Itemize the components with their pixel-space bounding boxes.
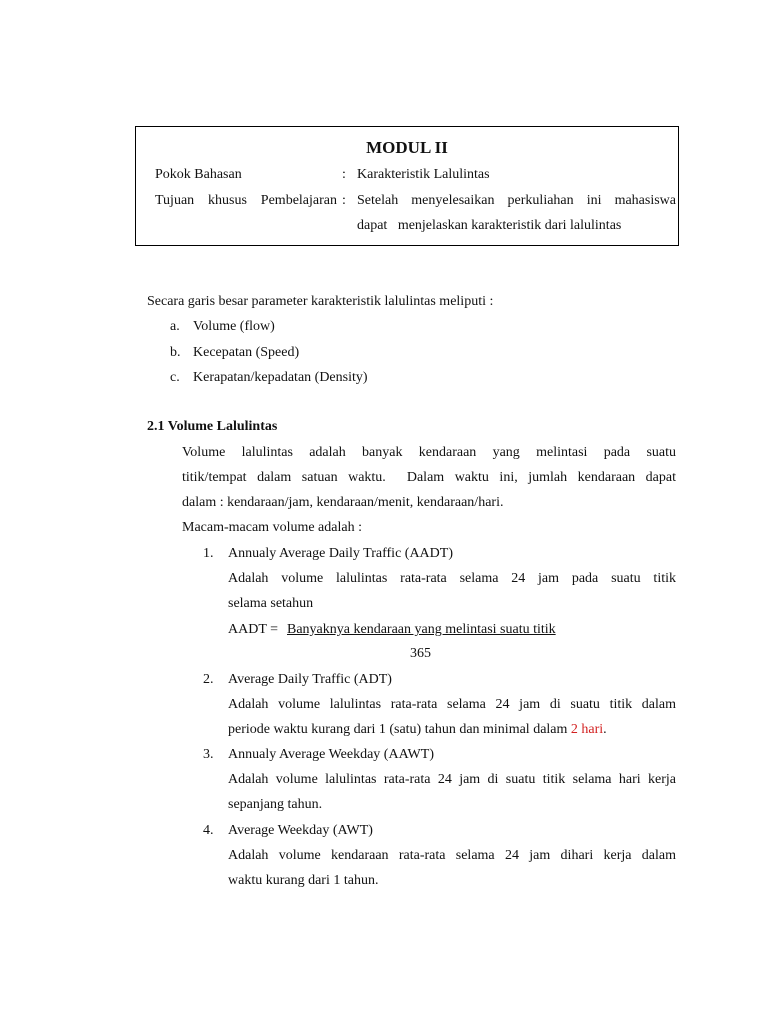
item-desc-line: Adalah volume lalulintas rata-rata selama 24 jam pada suatu titik bbox=[228, 571, 676, 586]
section-heading: 2.1 Volume Lalulintas bbox=[147, 419, 278, 434]
paragraph-line: Volume lalulintas adalah banyak kendaraan yang melintasi pada suatu bbox=[182, 445, 676, 460]
label-pokok-bahasan: Pokok Bahasan bbox=[155, 167, 242, 182]
paragraph-line: dalam : kendaraan/jam, kendaraan/menit, kendaraan/hari. bbox=[182, 495, 504, 510]
item-desc-line: waktu kurang dari 1 tahun. bbox=[228, 873, 379, 888]
list-marker: b. bbox=[170, 345, 181, 360]
label-tujuan: Tujuan khusus Pembelajaran bbox=[155, 193, 337, 208]
value-tujuan: Setelah menyelesaikan perkuliahan ini mahasiswa bbox=[357, 193, 676, 208]
item-number: 4. bbox=[203, 823, 214, 838]
item-number: 2. bbox=[203, 672, 214, 687]
value-tujuan-cont: dapat menjelaskan karakteristik dari lalulintas bbox=[357, 218, 622, 233]
item-desc-line: Adalah volume lalulintas rata-rata selama 24 jam di suatu titik dalam bbox=[228, 697, 676, 712]
highlight-text: 2 hari bbox=[570, 722, 604, 737]
list-item: Volume (flow) bbox=[193, 319, 275, 334]
item-number: 1. bbox=[203, 546, 214, 561]
item-title: Annualy Average Daily Traffic (AADT) bbox=[228, 546, 453, 561]
formula-lhs: AADT = bbox=[228, 622, 282, 637]
item-desc-line: selama setahun bbox=[228, 596, 314, 611]
macam-text: Macam-macam volume adalah : bbox=[182, 520, 362, 535]
paragraph-line: titik/tempat dalam satuan waktu. Dalam waktu ini, jumlah kendaraan dapat bbox=[182, 470, 676, 485]
item-number: 3. bbox=[203, 747, 214, 762]
item-title: Average Daily Traffic (ADT) bbox=[228, 672, 392, 687]
value-pokok-bahasan: Karakteristik Lalulintas bbox=[357, 167, 490, 182]
item-desc-text: periode waktu kurang dari 1 (satu) tahun dan minimal dalam bbox=[228, 722, 571, 737]
list-marker: c. bbox=[170, 370, 180, 385]
module-title: MODUL II bbox=[366, 138, 448, 157]
list-marker: a. bbox=[170, 319, 180, 334]
item-desc-period: . bbox=[603, 722, 607, 737]
item-desc-line: Adalah volume lalulintas rata-rata 24 jam di suatu titik selama hari kerja bbox=[228, 772, 676, 787]
list-item: Kecepatan (Speed) bbox=[193, 345, 300, 360]
formula-denominator: 365 bbox=[410, 646, 431, 661]
intro-text: Secara garis besar parameter karakteristik lalulintas meliputi : bbox=[147, 294, 494, 309]
list-item: Kerapatan/kepadatan (Density) bbox=[193, 370, 368, 385]
item-desc-line: Adalah volume kendaraan rata-rata selama 24 jam dihari kerja dalam bbox=[228, 848, 676, 863]
separator: : bbox=[342, 167, 346, 182]
item-title: Annualy Average Weekday (AAWT) bbox=[228, 747, 434, 762]
item-title: Average Weekday (AWT) bbox=[228, 823, 373, 838]
item-desc-line: sepanjang tahun. bbox=[228, 797, 323, 812]
separator: : bbox=[342, 193, 346, 208]
item-desc-line bbox=[228, 722, 607, 738]
formula-numerator: Banyaknya kendaraan yang melintasi suatu titik bbox=[287, 622, 556, 637]
